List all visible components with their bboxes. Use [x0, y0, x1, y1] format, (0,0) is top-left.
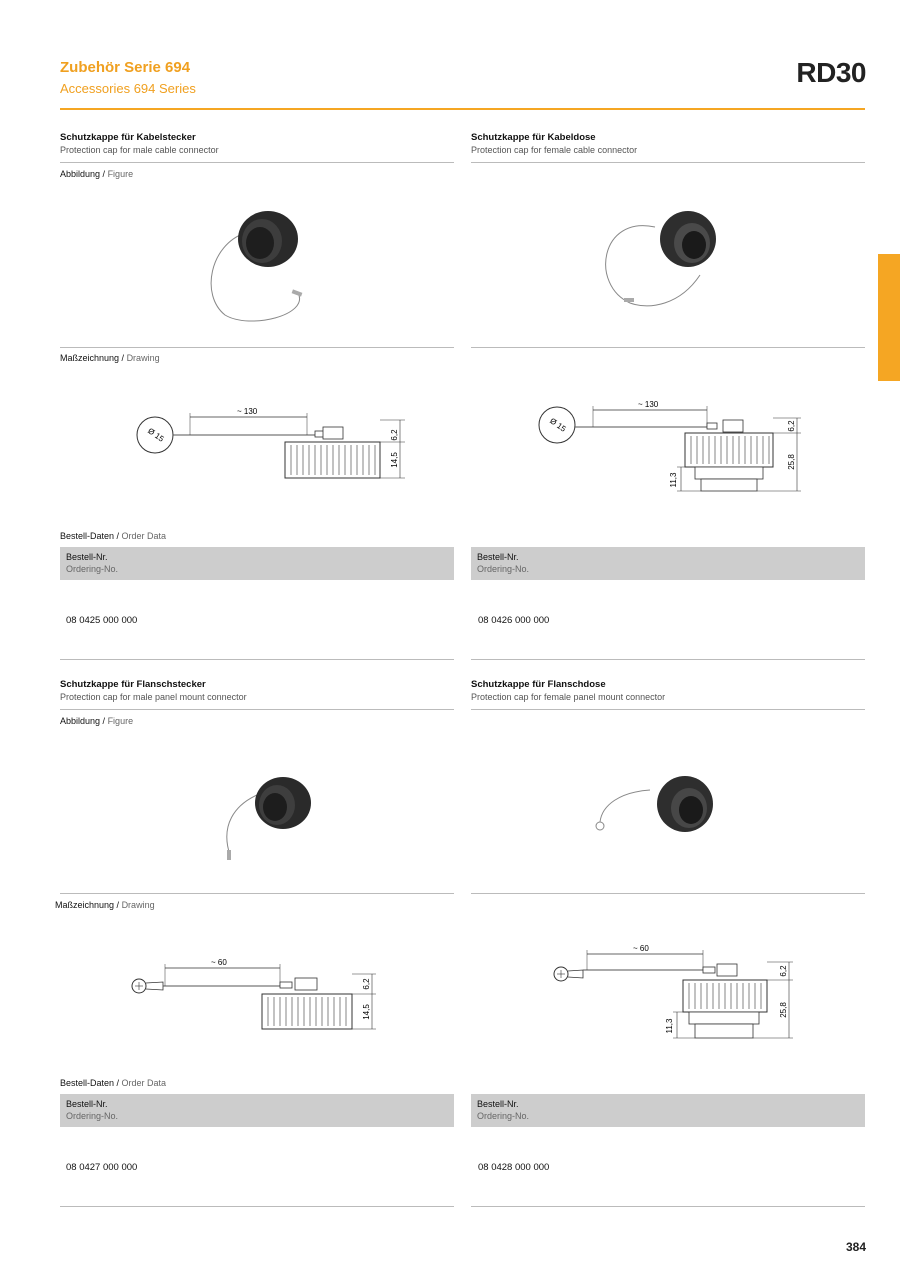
product2-title-de: Schutzkappe für Kabeldose	[471, 132, 596, 143]
divider	[60, 347, 454, 348]
page-number: 384	[845, 1240, 866, 1254]
dim-thread-height: 11,3	[665, 1018, 674, 1034]
product2-drawing	[535, 390, 805, 500]
product-brand: RD30	[796, 57, 866, 88]
divider	[60, 162, 454, 163]
dim-cap-height: 6,2	[787, 420, 796, 432]
ring-diameter-label: Ø 15	[548, 416, 568, 434]
order-table-header: Bestell-Nr. Ordering-No.	[471, 547, 865, 580]
dim-thread-height: 11,3	[669, 472, 678, 488]
order-number: 08 0425 000 000	[66, 615, 138, 626]
dim-body-height: 14,5	[390, 452, 399, 468]
order-table-header: Bestell-Nr. Ordering-No.	[60, 547, 454, 580]
product2-title-en: Protection cap for female cable connector	[471, 145, 638, 155]
product4-photo	[590, 770, 720, 840]
ring-diameter-label: Ø 15	[146, 426, 166, 444]
figure-label: Abbildung / Figure	[60, 716, 134, 726]
order-number: 08 0427 000 000	[66, 1162, 138, 1173]
cable-length-label: ~ 130	[237, 407, 258, 416]
cable-length-label: ~ 60	[633, 944, 649, 953]
divider	[471, 659, 865, 660]
series-title-en: Accessories 694 Series	[60, 81, 196, 96]
order-data-label: Bestell-Daten / Order Data	[60, 1078, 167, 1088]
side-tab-marker	[878, 254, 900, 381]
product2-photo	[590, 205, 730, 315]
product3-drawing	[125, 950, 395, 1040]
divider	[471, 893, 865, 894]
divider	[60, 893, 454, 894]
divider	[60, 659, 454, 660]
divider	[471, 1206, 865, 1207]
product1-title-en: Protection cap for male cable connector	[60, 145, 219, 155]
product1-title-de: Schutzkappe für Kabelstecker	[60, 132, 196, 143]
product4-title-de: Schutzkappe für Flanschdose	[471, 679, 606, 690]
divider	[60, 1206, 454, 1207]
figure-label: Abbildung / Figure	[60, 169, 134, 179]
dim-cap-height: 6,2	[390, 429, 399, 441]
divider	[471, 347, 865, 348]
drawing-label: Maßzeichnung / Drawing	[60, 353, 160, 363]
product3-title-en: Protection cap for male panel mount connector	[60, 692, 247, 702]
product3-photo	[215, 765, 325, 870]
cable-length-label: ~ 130	[638, 400, 659, 409]
order-data-label: Bestell-Daten / Order Data	[60, 531, 167, 541]
drawing-label: Maßzeichnung / Drawing	[55, 900, 155, 910]
dim-total-height: 25,8	[779, 1002, 788, 1018]
divider	[60, 709, 454, 710]
cable-length-label: ~ 60	[211, 958, 227, 967]
dim-body-height: 14,5	[362, 1004, 371, 1020]
series-title-de: Zubehör Serie 694	[60, 59, 191, 76]
order-table-header: Bestell-Nr. Ordering-No.	[471, 1094, 865, 1127]
product1-drawing	[135, 395, 415, 490]
product4-drawing	[545, 940, 805, 1045]
product1-photo	[200, 205, 320, 325]
dim-total-height: 25,8	[787, 454, 796, 470]
divider	[471, 162, 865, 163]
order-table-header: Bestell-Nr. Ordering-No.	[60, 1094, 454, 1127]
product4-title-en: Protection cap for female panel mount connector	[471, 692, 666, 702]
order-number: 08 0426 000 000	[478, 615, 550, 626]
dim-cap-height: 6,2	[362, 978, 371, 990]
divider	[471, 709, 865, 710]
dim-cap-height: 6,2	[779, 965, 788, 977]
header-divider	[60, 108, 865, 110]
product3-title-de: Schutzkappe für Flanschstecker	[60, 679, 206, 690]
order-number: 08 0428 000 000	[478, 1162, 550, 1173]
